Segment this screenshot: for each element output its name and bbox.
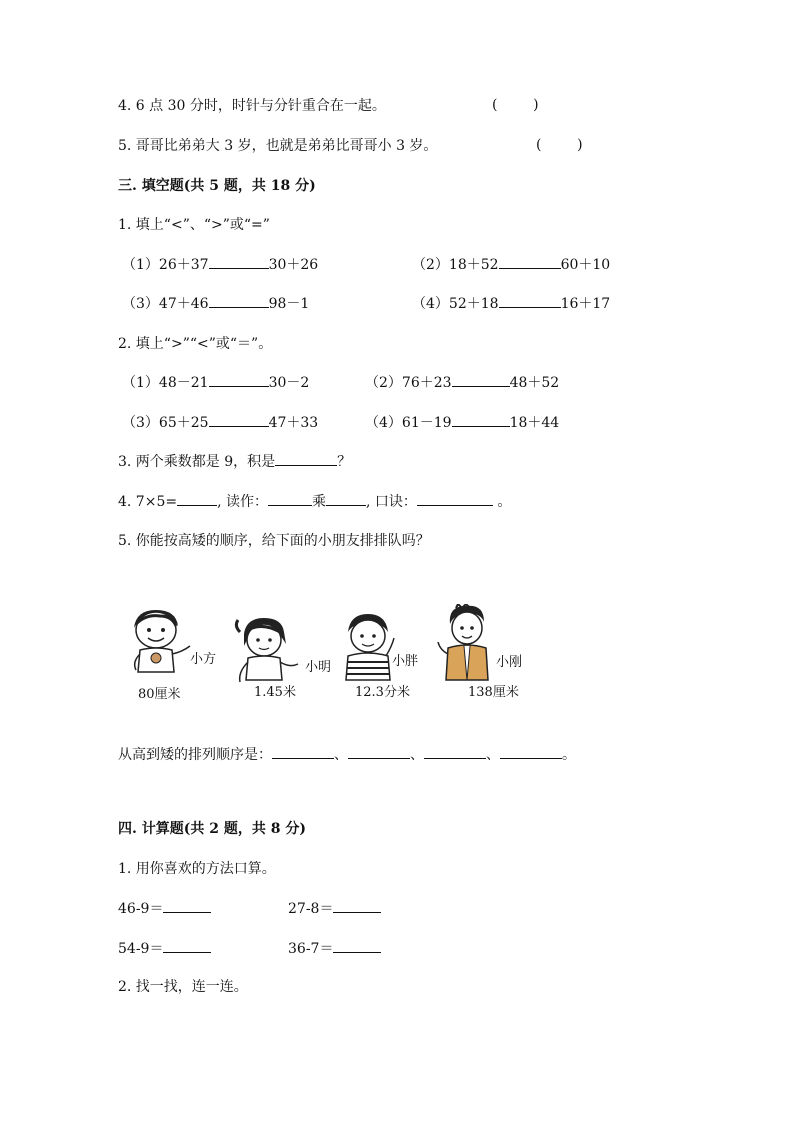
fill-q1-item-4 <box>412 295 610 313</box>
kid-xiaogang-illustration <box>436 604 498 686</box>
order-end-mark: 。 <box>562 747 576 763</box>
judge-answer-4[interactable]: ( ) <box>492 97 539 113</box>
order-blank-3[interactable] <box>424 746 486 759</box>
kid-height-xiaopang: 12.3分米 <box>355 685 410 700</box>
order-answer-line <box>118 746 576 764</box>
answer-blank[interactable] <box>333 900 381 913</box>
item-number: （1） <box>122 257 159 273</box>
answer-blank[interactable] <box>209 374 269 387</box>
item-left-expression: 48－21 <box>158 375 209 391</box>
item-left-expression: 18＋52 <box>448 257 499 273</box>
answer-blank[interactable] <box>163 940 211 953</box>
item-number: （3） <box>122 296 159 312</box>
judge-answer-5[interactable]: ( ) <box>536 137 583 153</box>
calc-item-1 <box>118 900 211 918</box>
kid-height-xiaofang: 80厘米 <box>138 687 181 702</box>
calc-item-4 <box>288 940 381 958</box>
item-left-expression: 65＋25 <box>158 415 209 431</box>
item-number: （4） <box>412 296 449 312</box>
order-label: 从高到矮的排列顺序是： <box>118 747 272 763</box>
answer-blank[interactable] <box>333 940 381 953</box>
section-3-title: 三. 填空题(共 5 题，共 18 分) <box>118 178 316 194</box>
item-number: （2） <box>365 375 402 391</box>
answer-blank[interactable] <box>163 900 211 913</box>
calc-expression: 46-9＝ <box>118 901 164 917</box>
item-right-expression: 47＋33 <box>268 415 319 431</box>
item-number: （3） <box>122 415 159 431</box>
answer-blank-read-1[interactable] <box>268 493 312 506</box>
fill-question-5: 5. 你能按高矮的顺序，给下面的小朋友排排队吗？ <box>118 533 430 549</box>
order-blank-4[interactable] <box>500 746 562 759</box>
kid-xiaopang-illustration <box>340 612 396 686</box>
item-right-expression: 30＋26 <box>268 257 319 273</box>
fill-q4-rhyme-label: , 口诀： <box>366 494 417 510</box>
fill-q4-end-mark: 。 <box>492 494 512 510</box>
answer-blank[interactable] <box>209 414 269 427</box>
fill-q2-item-2 <box>365 374 559 392</box>
fill-q4-multiply-word: 乘 <box>312 494 326 510</box>
item-right-expression: 48＋52 <box>509 375 560 391</box>
fill-q4-read-label: , 读作： <box>217 494 268 510</box>
order-blank-2[interactable] <box>348 746 410 759</box>
section-4-title: 四. 计算题(共 2 题，共 8 分) <box>118 821 306 837</box>
judge-question-4 <box>118 97 386 115</box>
calc-item-2 <box>288 900 381 918</box>
order-separator: 、 <box>486 747 500 763</box>
fill-question-4 <box>118 493 511 511</box>
fill-q1-item-1 <box>122 256 318 274</box>
fill-q2-item-4 <box>365 414 559 432</box>
order-separator: 、 <box>334 747 348 763</box>
judge-question-4-text: 4. 6 点 30 分时，时针与分针重合在一起。 <box>118 98 386 114</box>
fill-q1-item-2 <box>412 256 610 274</box>
fill-q2-item-3 <box>122 414 318 432</box>
item-number: （1） <box>122 375 159 391</box>
fill-question-2: 2. 填上“>”“<”或“＝”。 <box>118 336 273 352</box>
fill-question-3 <box>118 453 351 471</box>
calc-expression: 36-7＝ <box>288 941 334 957</box>
kid-name-xiaogang: 小刚 <box>496 655 523 670</box>
kid-name-xiaoming: 小明 <box>305 660 332 675</box>
item-right-expression: 18＋44 <box>509 415 560 431</box>
item-right-expression: 16＋17 <box>560 296 611 312</box>
fill-q4-expression: 4. 7×5= <box>118 494 178 510</box>
item-left-expression: 26＋37 <box>158 257 209 273</box>
fill-q3-text: 3. 两个乘数都是 9，积是 <box>118 454 276 470</box>
answer-blank-rhyme[interactable] <box>417 493 493 506</box>
item-number: （4） <box>365 415 402 431</box>
kid-name-xiaopang: 小胖 <box>392 654 419 669</box>
answer-blank[interactable] <box>499 256 561 269</box>
item-left-expression: 61－19 <box>401 415 452 431</box>
answer-blank[interactable] <box>209 295 269 308</box>
item-right-expression: 98－1 <box>268 296 310 312</box>
answer-blank[interactable] <box>209 256 269 269</box>
answer-blank[interactable] <box>275 453 337 466</box>
kid-xiaofang-illustration <box>126 606 196 686</box>
item-number: （2） <box>412 257 449 273</box>
item-left-expression: 52＋18 <box>448 296 499 312</box>
calc-expression: 27-8＝ <box>288 901 334 917</box>
answer-blank[interactable] <box>499 295 561 308</box>
judge-question-5-text: 5. 哥哥比弟弟大 3 岁，也就是弟弟比哥哥小 3 岁。 <box>118 138 438 154</box>
item-left-expression: 47＋46 <box>158 296 209 312</box>
item-right-expression: 30－2 <box>268 375 310 391</box>
order-blank-1[interactable] <box>272 746 334 759</box>
item-left-expression: 76＋23 <box>401 375 452 391</box>
fill-q3-question-mark: ？ <box>337 454 352 470</box>
calc-item-3 <box>118 940 211 958</box>
fill-question-1: 1. 填上“<”、“>”或“=” <box>118 217 270 233</box>
calc-expression: 54-9＝ <box>118 941 164 957</box>
kid-height-xiaoming: 1.45米 <box>254 685 296 700</box>
calc-question-1: 1. 用你喜欢的方法口算。 <box>118 861 276 877</box>
fill-q1-item-3 <box>122 295 309 313</box>
answer-blank-read-2[interactable] <box>326 493 366 506</box>
kid-height-xiaogang: 138厘米 <box>468 685 519 700</box>
item-right-expression: 60＋10 <box>560 257 611 273</box>
kid-xiaoming-illustration <box>232 614 304 690</box>
judge-question-5 <box>118 137 437 155</box>
order-separator: 、 <box>410 747 424 763</box>
answer-blank[interactable] <box>452 414 510 427</box>
answer-blank-product[interactable] <box>177 493 217 506</box>
calc-question-2: 2. 找一找，连一连。 <box>118 979 248 995</box>
fill-q2-item-1 <box>122 374 309 392</box>
kid-name-xiaofang: 小方 <box>190 652 217 667</box>
answer-blank[interactable] <box>452 374 510 387</box>
